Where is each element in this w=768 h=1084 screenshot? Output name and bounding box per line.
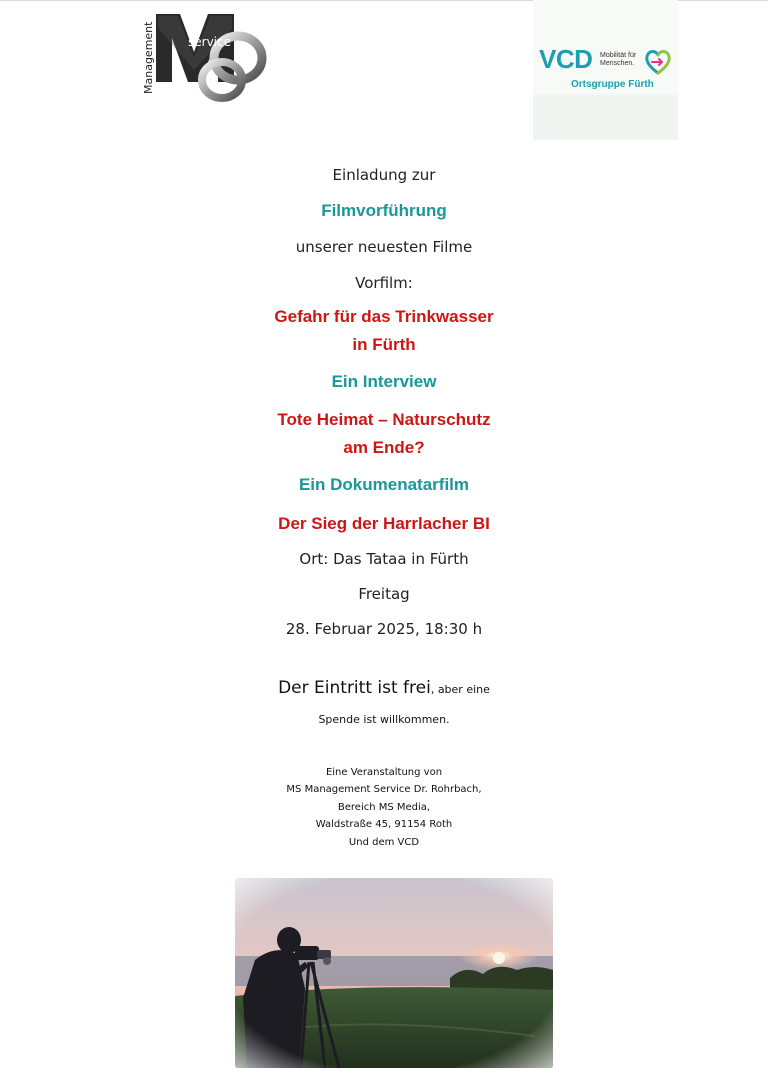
film2-title-line1: Tote Heimat – Naturschutz (277, 410, 491, 429)
vcd-tagline-line1: Mobilität für (600, 52, 637, 59)
vcd-tagline-line2: Menschen. (600, 60, 635, 67)
organizer-line4: Waldstraße 45, 91154 Roth (315, 819, 453, 830)
vcd-logo-group: Ortsgruppe Fürth (571, 79, 654, 90)
ms-logo-management-text: Management (142, 21, 155, 94)
donation-note: Spende ist willkommen. (318, 713, 450, 726)
ms-management-service-logo (138, 8, 273, 108)
film2-kind: Ein Dokumenatarfilm (298, 475, 470, 494)
vcd-logo (533, 0, 678, 140)
film1-kind: Ein Interview (331, 372, 437, 391)
event-weekday: Freitag (358, 585, 410, 603)
organizer-line5: Und dem VCD (348, 837, 420, 848)
organizer-line3: Bereich MS Media, (337, 802, 431, 813)
entry-free-text: Der Eintritt ist frei (278, 678, 431, 698)
vcd-logo-name: VCD (539, 44, 593, 74)
film1-title-line2: in Fürth (352, 335, 416, 354)
invitation-subject: unserer neuesten Filme (295, 238, 473, 256)
camera-operator-sunset-photo (235, 878, 553, 1068)
prefilm-label: Vorfilm: (355, 274, 413, 292)
organizer-line2: MS Management Service Dr. Rohrbach, (286, 784, 482, 795)
film2-title-line2: am Ende? (343, 438, 425, 457)
vcd-logo-tagline (600, 52, 645, 68)
entry-note (0, 678, 768, 698)
event-location: Ort: Das Tataa in Fürth (299, 550, 469, 568)
entry-small-text: , aber eine (430, 683, 490, 696)
event-type-heading: Filmvorführung (321, 201, 447, 220)
film3-title: Der Sieg der Harrlacher BI (278, 514, 490, 533)
ms-logo-service-text: service (188, 35, 231, 49)
organizer-line1: Eine Veranstaltung von (325, 767, 443, 778)
event-date-time: 28. Februar 2025, 18:30 h (285, 620, 483, 638)
invitation-intro: Einladung zur (332, 166, 436, 184)
heart-arrows-icon (643, 47, 673, 77)
film1-title-line1: Gefahr für das Trinkwasser (274, 307, 494, 326)
